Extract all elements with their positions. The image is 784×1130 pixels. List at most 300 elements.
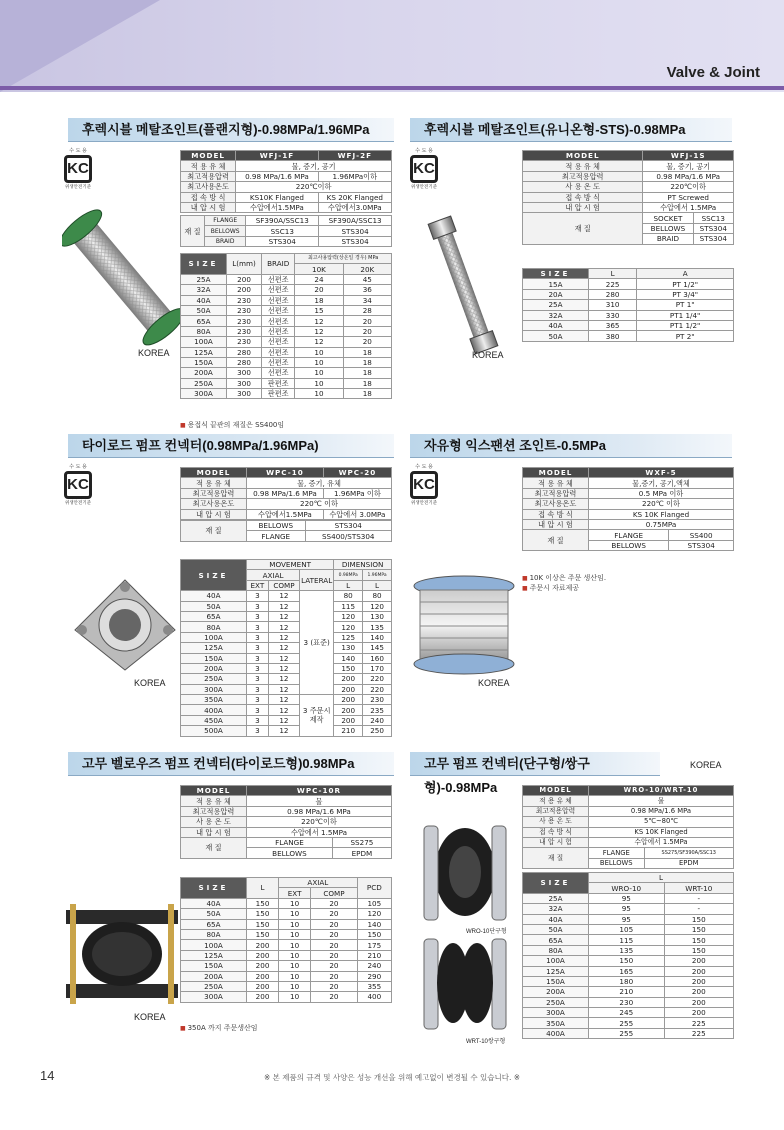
value-cell: 250 (363, 726, 392, 736)
value-cell: 10 (295, 378, 343, 388)
size-cell: 125A (181, 950, 247, 960)
spec-table-wpc-material (180, 520, 392, 542)
value-cell: 판편조 (262, 378, 295, 388)
lateral-header: LATERAL (300, 570, 334, 591)
footer-note: ※ 본 제품의 규격 및 사양은 성능 개선을 위해 예고없이 변경될 수 있습니다. ※ (263, 1073, 521, 1082)
table-row (523, 320, 734, 330)
table-row (181, 961, 392, 971)
size-cell: 50A (181, 601, 247, 611)
value-cell: 선편조 (262, 357, 295, 367)
material-value: SS275/SF390A/SSC13 (644, 848, 733, 858)
value-cell: 95 (589, 904, 665, 914)
value-cell: 125 (334, 632, 363, 642)
material-label: 재 질 (523, 213, 643, 244)
row-label: 내 압 시 험 (181, 827, 247, 837)
value-cell: 140 (334, 653, 363, 663)
a-header: A (637, 269, 734, 279)
value-cell: 12 (268, 601, 299, 611)
value-cell: 20 (311, 971, 357, 981)
value-cell: 175 (357, 940, 391, 950)
table-row (181, 663, 392, 673)
value-cell: 400 (357, 992, 391, 1002)
value-cell: 170 (363, 663, 392, 673)
spec-table-wpc (180, 467, 392, 520)
value-cell: 선편조 (262, 368, 295, 378)
kc-mark (408, 147, 440, 189)
size-cell: 350A (181, 695, 247, 705)
kc-top-text: 수 도 용 (415, 464, 433, 470)
size-cell: 450A (181, 715, 247, 725)
material-label: 재 질 (181, 521, 247, 542)
value-cell: 10 (279, 940, 311, 950)
value-cell: 10 (279, 992, 311, 1002)
table-row (181, 316, 392, 326)
table-row (181, 295, 392, 305)
row-label: 최고적용압력 (181, 806, 247, 816)
row-label: 내 압 시 험 (523, 837, 589, 847)
kc-bottom-text: 위생안전기준 (410, 185, 438, 190)
value-cell: 130 (363, 611, 392, 621)
row-label: 접 속 방 식 (523, 192, 643, 202)
table-row (523, 904, 734, 914)
section-title-expansion-joint: 자유형 익스팬션 조인트-0.5MPa (410, 434, 732, 458)
table-row (523, 289, 734, 299)
korea-label: KOREA (478, 678, 510, 688)
model-header: MODEL (181, 468, 247, 478)
table-row (523, 935, 734, 945)
material-value: SF390A/SSC13 (246, 216, 319, 226)
table-row (181, 929, 392, 939)
size-cell: 400A (523, 1028, 589, 1038)
material-part: BELLOWS (205, 226, 246, 236)
value-cell: 200 (664, 976, 733, 986)
table-row (181, 274, 392, 284)
spec-table-wpc-r (180, 785, 392, 859)
value-cell: 200 (664, 966, 733, 976)
value-cell: 150 (247, 929, 279, 939)
size-header: SIZE (523, 269, 589, 279)
value-cell: 115 (589, 935, 665, 945)
value-cell: 3 (247, 591, 269, 601)
size-cell: 250A (181, 378, 227, 388)
material-value: SS400/STS304 (305, 531, 391, 541)
value-cell: 3 (247, 632, 269, 642)
section-title-rubber-bellows: 고무 벨로우즈 펌프 컨넥터(타이로드형)0.98MPa (68, 752, 394, 776)
value-cell: 20 (311, 940, 357, 950)
size-cell: 250A (181, 674, 247, 684)
material-part: BRAID (643, 234, 693, 244)
value-cell: 240 (357, 961, 391, 971)
table-row (181, 705, 392, 715)
material-part: FLANGE (205, 216, 246, 226)
value-cell: 20 (311, 909, 357, 919)
value-cell: 12 (268, 663, 299, 673)
value-cell: 105 (589, 924, 665, 934)
table-row (181, 347, 392, 357)
value-cell: 10 (295, 357, 343, 367)
table-row (523, 310, 734, 320)
wro-header: WRO-10 (589, 883, 665, 893)
table-row (523, 279, 734, 289)
value-cell: 230 (589, 997, 665, 1007)
value-cell: 12 (268, 695, 299, 705)
row-label: 내 압 시 험 (181, 202, 236, 212)
union-joint-image (408, 210, 518, 360)
value-cell: 95 (589, 893, 665, 903)
lateral-value: 3 주문시 제작 (300, 695, 334, 737)
size-cell: 500A (181, 726, 247, 736)
row-value: 물,증기, 공기,액체 (589, 478, 734, 488)
flange-joint-image (62, 195, 182, 360)
table-row (181, 601, 392, 611)
row-label: 접 속 방 식 (181, 192, 236, 202)
row-value: 0.98 MPa/1.6 MPa (589, 806, 734, 816)
korea-label: KOREA (690, 760, 722, 770)
value-cell: 200 (247, 940, 279, 950)
page-number: 14 (40, 1068, 55, 1083)
ext-header: EXT (279, 888, 311, 898)
value-cell: 240 (363, 715, 392, 725)
10k-header: 10K (295, 264, 343, 274)
value-cell: 선편조 (262, 305, 295, 315)
value-cell: 255 (589, 1018, 665, 1028)
value-cell: 135 (589, 945, 665, 955)
row-value: 220℃ 이하 (247, 499, 392, 509)
table-note: ■ 용접식 끝관의 재질은 SS400임 (180, 420, 284, 430)
value-cell: 36 (343, 285, 391, 295)
value-cell: 10 (279, 919, 311, 929)
size-cell: 100A (523, 956, 589, 966)
material-label: 재 질 (181, 837, 247, 858)
size-cell: 200A (181, 663, 247, 673)
row-value: KS 10K Flanged (589, 827, 734, 837)
size-cell: 100A (181, 940, 247, 950)
value-cell: 18 (343, 368, 391, 378)
row-value: 1.96MPa 이하 (323, 488, 391, 498)
value-cell: 12 (268, 632, 299, 642)
material-value: STS304 (319, 236, 392, 246)
tierod-connector-image (70, 575, 180, 675)
value-cell: 200 (664, 997, 733, 1007)
value-cell: 150 (664, 935, 733, 945)
wrt-header: WRT-10 (664, 883, 733, 893)
material-value: STS304 (693, 234, 733, 244)
material-value: EPDM (332, 848, 391, 858)
row-value: 0.98 MPa/1.6 MPa (247, 806, 392, 816)
size-cell: 40A (181, 898, 247, 908)
size-cell: 300A (181, 684, 247, 694)
value-cell: 150 (247, 909, 279, 919)
material-value: STS304 (693, 223, 733, 233)
size-cell: 400A (181, 705, 247, 715)
size-cell: 150A (523, 976, 589, 986)
value-cell: PT 2" (637, 331, 734, 341)
size-cell: 250A (523, 997, 589, 1007)
size-cell: 125A (181, 347, 227, 357)
comp-header: COMP (268, 580, 299, 590)
value-cell: 20 (343, 337, 391, 347)
table-row (523, 956, 734, 966)
value-cell: 24 (295, 274, 343, 284)
size-table-wro-wrt (522, 872, 734, 1039)
table-row (181, 684, 392, 694)
value-cell: 12 (268, 705, 299, 715)
row-label: 적 용 유 체 (523, 478, 589, 488)
material-value: STS304 (669, 540, 734, 550)
l-header: L (247, 878, 279, 899)
size-cell: 300A (523, 1008, 589, 1018)
value-cell: PT 1/2" (637, 279, 734, 289)
spec-table-wro-wrt (522, 785, 734, 869)
value-cell: 20 (311, 981, 357, 991)
kc-logo-icon: KC (64, 471, 92, 499)
row-label: 최고적용압력 (181, 488, 247, 498)
value-cell: 200 (664, 956, 733, 966)
value-cell: 230 (227, 316, 262, 326)
value-cell: 200 (247, 961, 279, 971)
table-row (523, 976, 734, 986)
size-cell: 15A (523, 279, 589, 289)
material-part: BELLOWS (589, 540, 669, 550)
size-cell: 50A (523, 331, 589, 341)
row-label: 최고적용압력 (523, 806, 589, 816)
row-label: 내 압 시 험 (523, 202, 643, 212)
material-value: SS275 (332, 837, 391, 847)
value-cell: 선편조 (262, 326, 295, 336)
size-cell: 150A (181, 961, 247, 971)
value-cell: 선편조 (262, 347, 295, 357)
value-cell: 3 (247, 643, 269, 653)
page-header (0, 0, 784, 92)
value-cell: 150 (247, 898, 279, 908)
expansion-joint-image (408, 572, 520, 677)
value-cell: 235 (363, 705, 392, 715)
value-cell: 3 (247, 663, 269, 673)
material-part: BELLOWS (247, 521, 306, 531)
value-cell: 200 (334, 695, 363, 705)
size-header: SIZE (181, 254, 227, 275)
row-value: 수압에서 1.5MPa (643, 202, 734, 212)
value-cell: 200 (664, 1008, 733, 1018)
value-cell: 18 (343, 389, 391, 399)
model-col: WFJ-1F (236, 151, 318, 161)
pcd-header: PCD (357, 878, 391, 899)
row-label: 적 용 유 체 (181, 161, 236, 171)
kc-mark (62, 147, 94, 189)
model-header: MODEL (523, 468, 589, 478)
size-cell: 125A (181, 643, 247, 653)
size-cell: 50A (523, 924, 589, 934)
value-cell: 200 (334, 715, 363, 725)
value-cell: 12 (268, 591, 299, 601)
size-header: SIZE (181, 560, 247, 591)
table-row (523, 987, 734, 997)
wrt-twin-sphere-image (420, 935, 510, 1035)
value-cell: 3 (247, 705, 269, 715)
value-cell: 140 (357, 919, 391, 929)
table-row (181, 378, 392, 388)
size-table-wfj-s (522, 268, 734, 342)
table-row (181, 305, 392, 315)
size-cell: 25A (523, 893, 589, 903)
row-value: KS10K Flanged (236, 192, 318, 202)
value-cell: 160 (363, 653, 392, 663)
value-cell: 150 (247, 919, 279, 929)
model-header: MODEL (181, 786, 247, 796)
value-cell: 200 (247, 981, 279, 991)
axial-header: AXIAL (279, 878, 358, 888)
value-cell: 210 (334, 726, 363, 736)
comp-header: COMP (311, 888, 357, 898)
value-cell: 140 (363, 632, 392, 642)
section-title-flange-joint: 후렉시블 메탈조인트(플랜지형)-0.98MPa/1.96MPa (68, 118, 394, 142)
value-cell: PT1 1/2" (637, 320, 734, 330)
value-cell: 300 (227, 378, 262, 388)
row-value: 220℃이하 (236, 182, 392, 192)
material-value: SSC13 (246, 226, 319, 236)
value-cell: 12 (295, 326, 343, 336)
size-cell: 300A (181, 992, 247, 1002)
axial-header: AXIAL (247, 570, 300, 580)
value-cell: 10 (279, 909, 311, 919)
table-row (181, 898, 392, 908)
material-part: BELLOWS (643, 223, 693, 233)
value-cell: 200 (247, 971, 279, 981)
model-col: WRO-10/WRT-10 (589, 786, 734, 796)
table-row (181, 643, 392, 653)
pressure-header: 최고사용압력(상온일 경우) MPa (295, 254, 392, 264)
value-cell: 225 (664, 1028, 733, 1038)
value-cell: 20 (311, 919, 357, 929)
value-cell: PT 1" (637, 300, 734, 310)
kc-logo-icon: KC (410, 471, 438, 499)
material-label: 재 질 (523, 530, 589, 551)
row-value: 수압에서1.5MPa (236, 202, 318, 212)
row-value: 0.98 MPa/1.6 MPa (643, 171, 734, 181)
model-col: WFJ-1S (643, 151, 734, 161)
size-cell: 40A (523, 914, 589, 924)
value-cell: 115 (334, 601, 363, 611)
row-label: 접 속 방 식 (523, 827, 589, 837)
value-cell: 45 (343, 274, 391, 284)
table-row (181, 919, 392, 929)
row-value: KS 10K Flanged (589, 509, 734, 519)
kc-bottom-text: 위생안전기준 (64, 501, 92, 506)
value-cell: 130 (334, 643, 363, 653)
size-cell: 40A (181, 591, 247, 601)
l-header: L (589, 873, 734, 883)
row-label: 적 용 유 체 (181, 478, 247, 488)
value-cell: 165 (589, 966, 665, 976)
row-value: 물 (589, 796, 734, 806)
size-table-wfj-f (180, 253, 392, 399)
value-cell: 200 (334, 674, 363, 684)
value-cell: 300 (227, 389, 262, 399)
value-cell: 280 (227, 347, 262, 357)
value-cell: 200 (334, 705, 363, 715)
row-label: 최고사용온도 (181, 499, 247, 509)
row-value: KS 20K Flanged (318, 192, 391, 202)
table-note: ■ 주문시 자료제공 (522, 583, 579, 593)
value-cell: 3 (247, 601, 269, 611)
table-row (181, 909, 392, 919)
l-header: L (589, 269, 637, 279)
size-cell: 25A (523, 300, 589, 310)
value-cell: 12 (268, 653, 299, 663)
row-value: 0.5 MPa 이하 (589, 488, 734, 498)
table-row (181, 622, 392, 632)
value-cell: 280 (227, 357, 262, 367)
size-cell: 125A (523, 966, 589, 976)
value-cell: 10 (279, 971, 311, 981)
value-cell: 300 (227, 368, 262, 378)
value-cell: 105 (357, 898, 391, 908)
row-value: 물, 증기, 공기 (643, 161, 734, 171)
value-cell: 18 (295, 295, 343, 305)
model-col: WXF-5 (589, 468, 734, 478)
value-cell: 380 (589, 331, 637, 341)
value-cell: 230 (227, 337, 262, 347)
value-cell: 20 (311, 961, 357, 971)
value-cell: 3 (247, 684, 269, 694)
korea-label: KOREA (472, 350, 504, 360)
size-cell: 65A (181, 316, 227, 326)
value-cell: 3 (247, 726, 269, 736)
kc-top-text: 수 도 용 (415, 148, 433, 154)
size-cell: 40A (523, 320, 589, 330)
size-cell: 32A (523, 310, 589, 320)
section-title-union-joint: 후렉시블 메탈조인트(유니온형-STS)-0.98MPa (410, 118, 732, 142)
value-cell: 120 (363, 601, 392, 611)
table-row (523, 966, 734, 976)
section-title-rubber-connector: 고무 펌프 컨넥터(단구형/쌍구형)-0.98MPa (410, 752, 660, 776)
value-cell: 3 (247, 653, 269, 663)
value-cell: 15 (295, 305, 343, 315)
wrt-label: WRT-10쌍구형 (466, 1039, 506, 1045)
value-cell: 34 (343, 295, 391, 305)
value-cell: 245 (589, 1008, 665, 1018)
size-cell: 200A (181, 971, 247, 981)
value-cell: 230 (227, 295, 262, 305)
value-cell: 210 (357, 950, 391, 960)
value-cell: 선편조 (262, 274, 295, 284)
row-value: 1.96MPa이하 (318, 171, 391, 181)
row-value: 수압에서 1.5MPa (589, 837, 734, 847)
value-cell: 10 (279, 929, 311, 939)
table-row (181, 715, 392, 725)
material-part: BELLOWS (589, 858, 645, 868)
value-cell: 12 (295, 316, 343, 326)
material-label: 재 질 (523, 848, 589, 869)
value-cell: 310 (589, 300, 637, 310)
table-row (181, 940, 392, 950)
row-value: 수압에서3.0MPa (318, 202, 391, 212)
value-cell: 10 (279, 981, 311, 991)
value-cell: 220 (363, 684, 392, 694)
header-bar (0, 86, 784, 90)
value-cell: 18 (343, 347, 391, 357)
size-header: SIZE (181, 878, 247, 899)
value-cell: 95 (589, 914, 665, 924)
value-cell: 150 (664, 924, 733, 934)
row-label: 사 용 온 도 (181, 817, 247, 827)
table-row (181, 357, 392, 367)
value-cell: 20 (311, 992, 357, 1002)
size-table-wpc (180, 559, 392, 737)
row-value: 0.98 MPa/1.6 MPa (236, 171, 318, 181)
value-cell: 선편조 (262, 295, 295, 305)
table-row (523, 997, 734, 1007)
